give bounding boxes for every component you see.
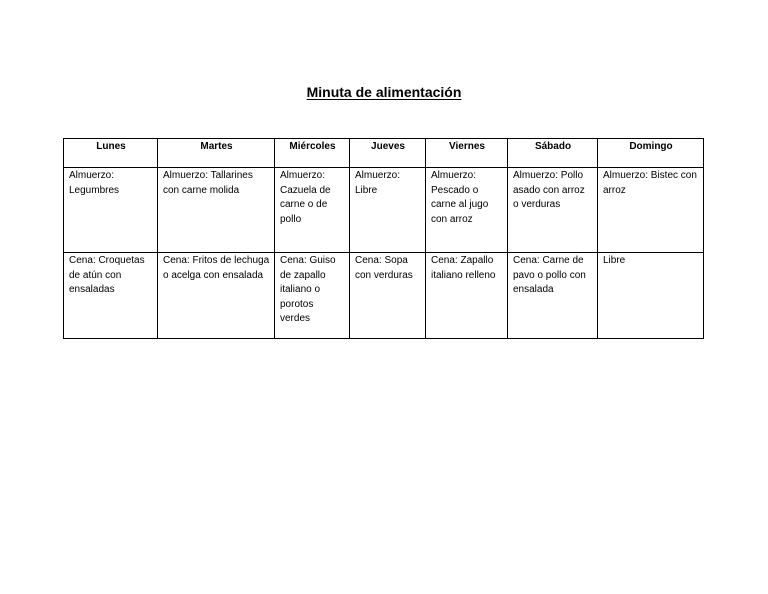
table-header-row	[64, 139, 704, 168]
lunch-cell-viernes: Almuerzo: Pescado o carne al jugo con arroz	[426, 168, 508, 253]
dinner-cell-sabado: Cena: Carne de pavo o pollo con ensalada	[508, 253, 598, 339]
dinner-cell-lunes: Cena: Croquetas de atún con ensaladas	[64, 253, 158, 339]
header-jueves: Jueves	[350, 139, 426, 168]
header-lunes: Lunes	[64, 139, 158, 168]
header-miercoles: Miércoles	[275, 139, 350, 168]
dinner-cell-martes: Cena: Fritos de lechuga o acelga con ensalada	[158, 253, 275, 339]
header-martes: Martes	[158, 139, 275, 168]
lunch-cell-martes: Almuerzo: Tallarines con carne molida	[158, 168, 275, 253]
header-sabado: Sábado	[508, 139, 598, 168]
dinner-cell-viernes: Cena: Zapallo italiano relleno	[426, 253, 508, 339]
lunch-cell-lunes: Almuerzo: Legumbres	[64, 168, 158, 253]
dinner-cell-jueves: Cena: Sopa con verduras	[350, 253, 426, 339]
dinner-cell-miercoles: Cena: Guiso de zapallo italiano o porotos verdes	[275, 253, 350, 339]
lunch-cell-domingo: Almuerzo: Bistec con arroz	[598, 168, 704, 253]
lunch-cell-sabado: Almuerzo: Pollo asado con arroz o verduras	[508, 168, 598, 253]
document-title: Minuta de alimentación	[306, 84, 462, 100]
lunch-cell-miercoles: Almuerzo: Cazuela de carne o de pollo	[275, 168, 350, 253]
meal-plan-table	[63, 138, 704, 339]
header-viernes: Viernes	[426, 139, 508, 168]
dinner-cell-domingo: Libre	[598, 253, 704, 339]
header-domingo: Domingo	[598, 139, 704, 168]
dinner-row	[64, 253, 704, 339]
lunch-cell-jueves: Almuerzo: Libre	[350, 168, 426, 253]
lunch-row	[64, 168, 704, 253]
